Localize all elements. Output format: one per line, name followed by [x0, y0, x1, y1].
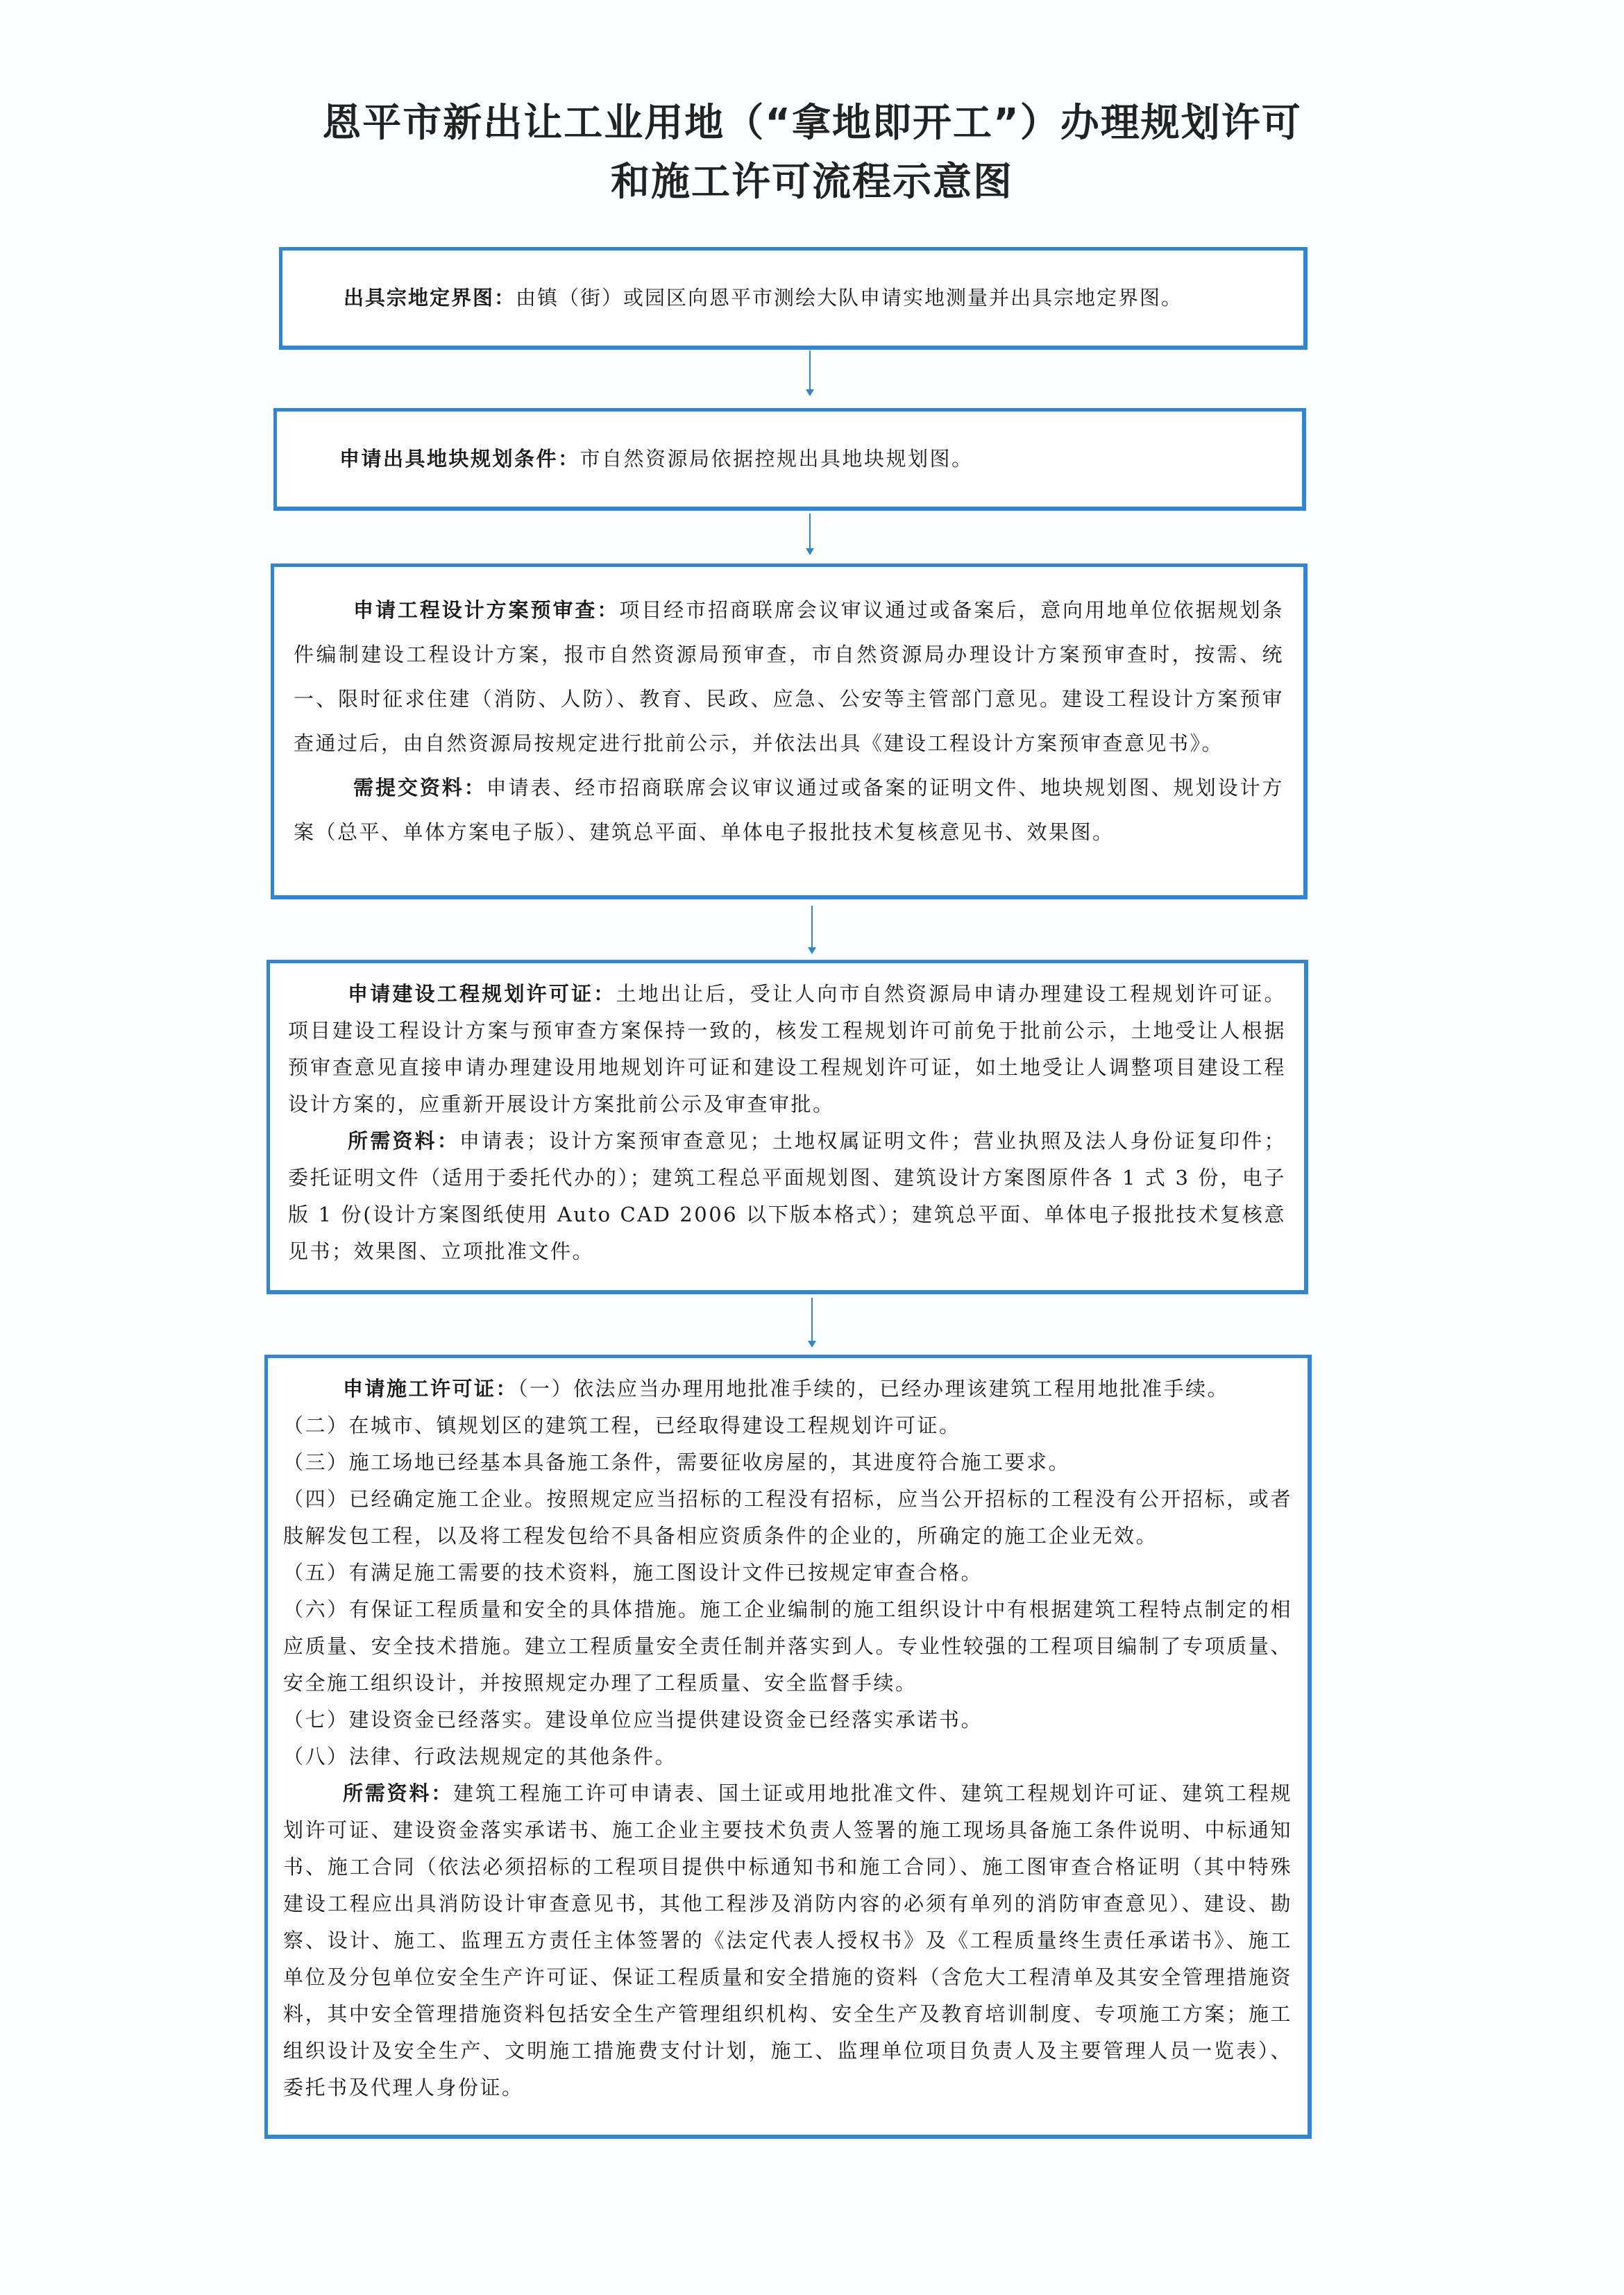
arrow-down-icon	[805, 350, 815, 396]
step-4-label: 申请建设工程规划许可证：	[348, 982, 616, 1006]
step-5-box	[264, 1355, 1312, 2139]
step-2-box	[273, 408, 1306, 511]
step-5-condition-2: （二）在城市、镇规划区的建筑工程，已经取得建设工程规划许可证。	[283, 1414, 961, 1437]
step-2-label: 申请出具地块规划条件：	[339, 447, 580, 471]
step-4-materials-label: 所需资料：	[348, 1129, 460, 1153]
step-1-box	[279, 247, 1308, 350]
step-5-condition-7: （七）建设资金已经落实。建设单位应当提供建设资金已经落实承诺书。	[283, 1708, 983, 1731]
step-5-condition-6: （六）有保证工程质量和安全的具体措施。施工企业编制的施工组织设计中有根据建筑工程特点制定的相应质量、安全技术措施。建立工程质量安全责任制并落实到人。专业性较强的工程项目编制了专项质量、安全施工组织设计，并按照规定办理了工程质量、安全监督手续。	[283, 1598, 1292, 1695]
arrow-down-icon	[807, 906, 817, 954]
arrow-down-icon	[805, 514, 815, 555]
step-3-materials-text: 申请表、经市招商联席会议审议通过或备案的证明文件、地块规划图、规划设计方案（总平、单体方案电子版）、建筑总平面、单体电子报批技术复核意见书、效果图。	[294, 776, 1284, 844]
step-5-condition-1: （一）依法应当办理用地批准手续的，已经办理该建筑工程用地批准手续。	[518, 1377, 1230, 1400]
step-5-label: 申请施工许可证：	[343, 1377, 518, 1400]
step-5-condition-3: （三）施工场地已经基本具备施工条件，需要征收房屋的，其进度符合施工要求。	[283, 1450, 1071, 1474]
step-4-box	[267, 960, 1308, 1294]
step-5-materials-label: 所需资料：	[343, 1781, 454, 1805]
step-3-materials-label: 需提交资料：	[353, 776, 487, 799]
arrow-down-icon	[807, 1298, 817, 1348]
page-title-line-2: 和施工许可流程示意图	[611, 160, 1013, 205]
step-3-box	[271, 564, 1308, 899]
step-1-text: 由镇（街）或园区向恩平市测绘大队申请实地测量并出具宗地定界图。	[516, 286, 1183, 310]
step-5-condition-5: （五）有满足施工需要的技术资料，施工图设计文件已按规定审查合格。	[283, 1561, 983, 1584]
step-5-condition-4: （四）已经确定施工企业。按照规定应当招标的工程没有招标，应当公开招标的工程没有公开招标，或者肢解发包工程，以及将工程发包给不具备相应资质条件的企业的，所确定的施工企业无效。	[283, 1487, 1292, 1548]
step-2-text: 市自然资源局依据控规出具地块规划图。	[580, 447, 974, 471]
step-4-materials-text: 申请表；设计方案预审查意见；土地权属证明文件；营业执照及法人身份证复印件；委托证明文件（适用于委托代办的）；建筑工程总平面规划图、建筑设计方案图原件各 1 式 3 份，电子版 1 份(设计方案图纸使用 Auto CAD 2006 以下版本格式）；建筑总平面、单体电子报批技术复核意见书；效果图、立项批准文件。	[288, 1129, 1286, 1263]
step-3-label: 申请工程设计方案预审查：	[353, 598, 620, 622]
step-4-text: 土地出让后，受让人向市自然资源局申请办理建设工程规划许可证。项目建设工程设计方案与预审查方案保持一致的，核发工程规划许可前免于批前公示，土地受让人根据预审查意见直接申请办理建设用地规划许可证和建设工程规划许可证，如土地受让人调整项目建设工程设计方案的，应重新开展设计方案批前公示及审查审批。	[288, 982, 1286, 1116]
step-3-text: 项目经市招商联席会议审议通过或备案后，意向用地单位依据规划条件编制建设工程设计方案，报市自然资源局预审查，市自然资源局办理设计方案预审查时，按需、统一、限时征求住建（消防、人防）、教育、民政、应急、公安等主管部门意见。建设工程设计方案预审查通过后，由自然资源局按规定进行批前公示，并依法出具《建设工程设计方案预审查意见书》。	[294, 598, 1284, 755]
step-1-label: 出具宗地定界图：	[344, 286, 516, 310]
step-5-materials-text: 建筑工程施工许可申请表、国土证或用地批准文件、建筑工程规划许可证、建筑工程规划许可证、建设资金落实承诺书、施工企业主要技术负责人签署的施工现场具备施工条件说明、中标通知书、施工合同（依法必须招标的工程项目提供中标通知书和施工合同）、施工图审查合格证明（其中特殊建设工程应出具消防设计审查意见书，其他工程涉及消防内容的必须有单列的消防审查意见）、建设、勘察、设计、施工、监理五方责任主体签署的《法定代表人授权书》及《工程质量终生责任承诺书》、施工单位及分包单位安全生产许可证、保证工程质量和安全措施的资料（含危大工程清单及其安全管理措施资料，其中安全管理措施资料包括安全生产管理组织机构、安全生产及教育培训制度、专项施工方案；施工组织设计及安全生产、文明施工措施费支付计划，施工、监理单位项目负责人及主要管理人员一览表）、委托书及代理人身份证。	[283, 1781, 1292, 2099]
step-5-condition-8: （八）法律、行政法规规定的其他条件。	[283, 1745, 677, 1768]
page-title-line-1: 恩平市新出让工业用地（“拿地即开工”）办理规划许可	[322, 101, 1302, 146]
